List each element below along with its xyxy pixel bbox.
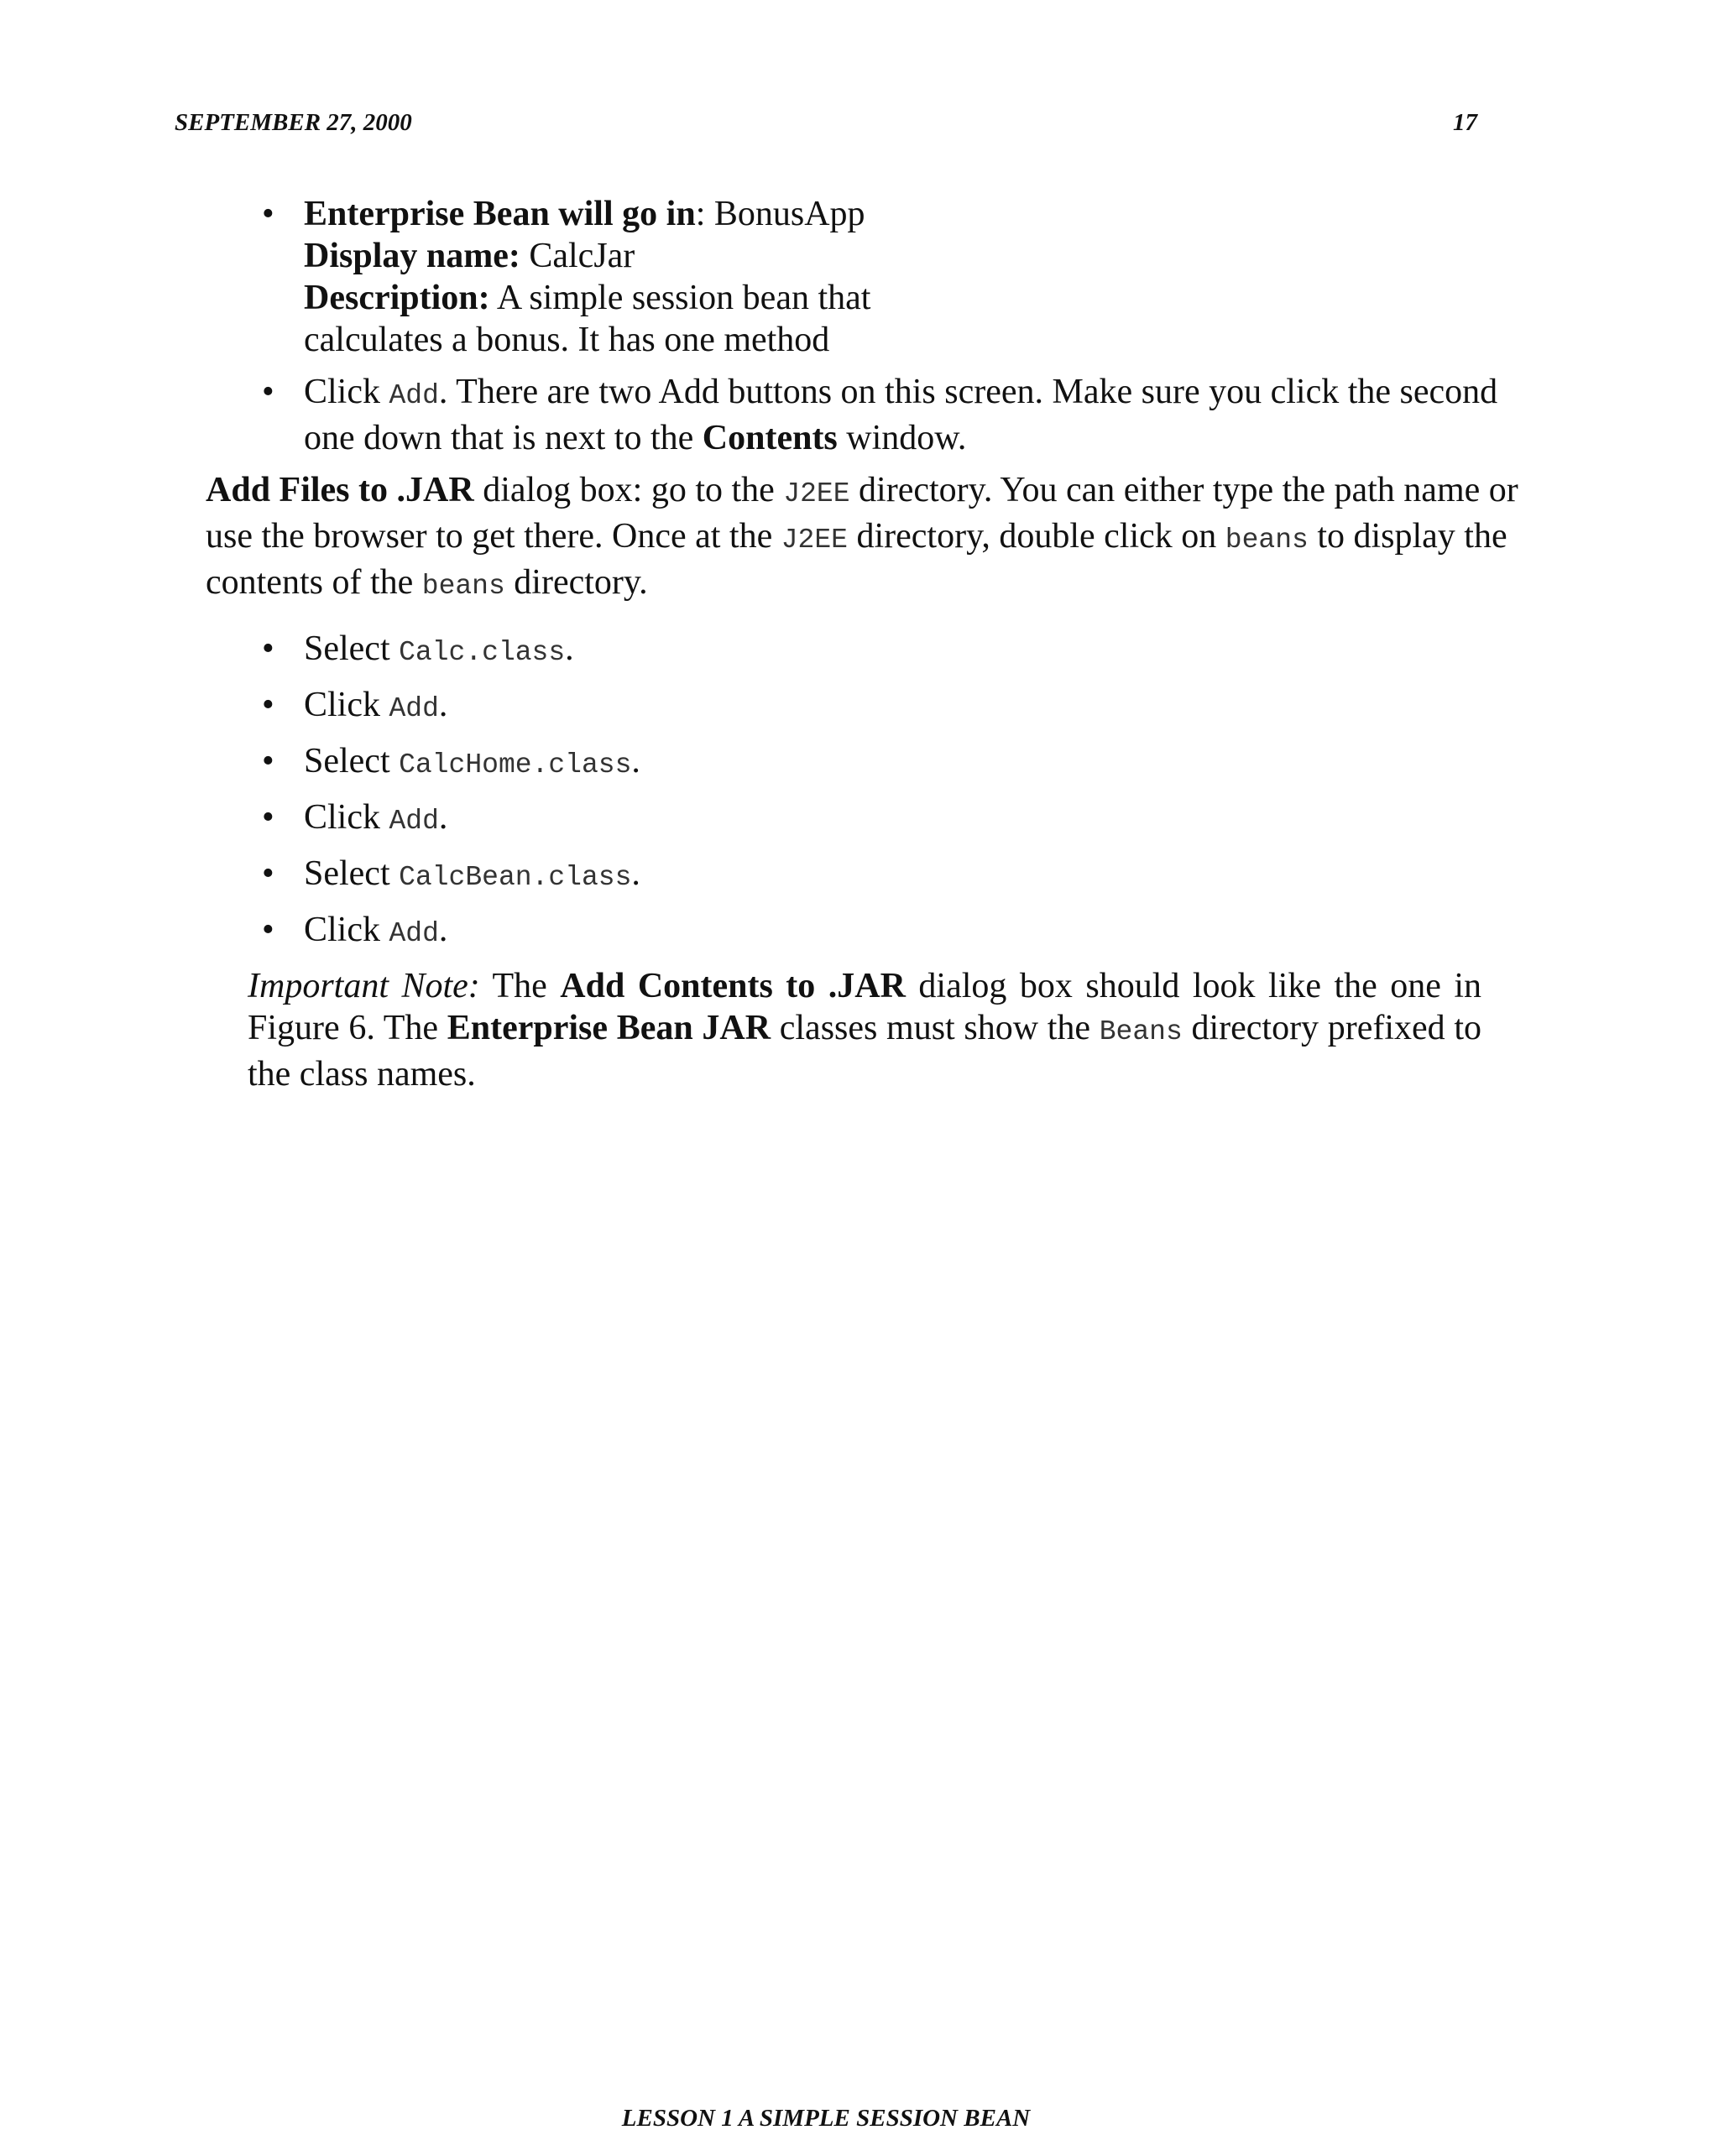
dialog-title-ref: Add Files to .JAR bbox=[206, 471, 474, 509]
step-item bbox=[262, 684, 1540, 730]
header-date: SEPTEMBER 27, 2000 bbox=[175, 109, 412, 136]
dialog-text-3: directory, double click on bbox=[847, 517, 1225, 556]
step-code: Add bbox=[389, 693, 439, 724]
dialog-text-4: to display the contents of the bbox=[206, 517, 1507, 602]
step-item bbox=[262, 909, 1540, 955]
step-end: . bbox=[438, 686, 448, 724]
running-header bbox=[175, 109, 1477, 143]
beans-dir-ref: beans bbox=[421, 571, 505, 602]
dialog-paragraph bbox=[206, 469, 1540, 608]
bullet-icon: • bbox=[262, 373, 274, 411]
description-line1: A simple session bean that bbox=[489, 279, 871, 317]
bullet-icon: • bbox=[262, 798, 274, 837]
step-item bbox=[262, 740, 1540, 786]
contents-ref: Contents bbox=[702, 419, 838, 457]
dialog-text-1: dialog box: go to the bbox=[473, 471, 784, 509]
dialog-text-5: directory. bbox=[504, 563, 648, 602]
step-end: . bbox=[438, 911, 448, 949]
step-end: . bbox=[631, 854, 640, 893]
beans-dir-ref: beans bbox=[1225, 525, 1309, 556]
step-end: . bbox=[438, 798, 448, 837]
step-end: . bbox=[565, 629, 574, 668]
note-text-2: dialog box should look like the one in Figure 6. The bbox=[248, 967, 1482, 1047]
step-verb: Select bbox=[304, 854, 400, 893]
running-footer: LESSON 1 A SIMPLE SESSION BEAN bbox=[621, 2105, 1031, 2132]
step-code: Add bbox=[389, 806, 439, 837]
steps-list bbox=[206, 628, 1540, 955]
step-verb: Select bbox=[304, 629, 400, 668]
j2ee-dir-ref: J2EE bbox=[781, 525, 848, 556]
bullet-icon: • bbox=[262, 629, 274, 668]
step-end: . bbox=[631, 742, 640, 780]
add-contents-dialog-ref: Add Contents to .JAR bbox=[560, 967, 906, 1005]
step-verb: Click bbox=[304, 686, 389, 724]
bullet-icon: • bbox=[262, 742, 274, 780]
step-verb: Click bbox=[304, 798, 389, 837]
step-item bbox=[262, 853, 1540, 899]
step-code: Calc.class bbox=[399, 637, 566, 668]
bean-info-item bbox=[262, 193, 1540, 361]
note-text-3: classes must show the bbox=[771, 1009, 1100, 1047]
click-add-prefix: Click bbox=[304, 373, 389, 411]
step-item bbox=[262, 796, 1540, 843]
step-item bbox=[262, 628, 1540, 674]
click-add-item bbox=[262, 371, 1538, 459]
step-verb: Select bbox=[304, 742, 400, 780]
page-number: 17 bbox=[1453, 109, 1477, 136]
bean-goes-in-value: : BonusApp bbox=[695, 195, 865, 233]
dialog-text-2: directory. You can either type the path name or use the browser to get there. Once at the bbox=[206, 471, 1518, 556]
step-code: CalcBean.class bbox=[399, 862, 632, 893]
bean-info-list bbox=[206, 193, 1540, 459]
click-add-suffix: window. bbox=[837, 419, 967, 457]
beans-dir-ref: Beans bbox=[1099, 1016, 1183, 1047]
note-text-1: The bbox=[479, 967, 561, 1005]
bullet-icon: • bbox=[262, 911, 274, 949]
display-name-value: CalcJar bbox=[520, 237, 635, 275]
bullet-icon: • bbox=[262, 195, 274, 233]
important-note bbox=[206, 965, 1481, 1095]
bean-goes-in-label: Enterprise Bean will go in bbox=[304, 195, 696, 233]
click-add-text: . There are two Add buttons on this screen. Make sure you click the second one down that is next to the bbox=[304, 373, 1498, 457]
description-label: Description: bbox=[304, 279, 490, 317]
bullet-icon: • bbox=[262, 686, 274, 724]
j2ee-dir-ref: J2EE bbox=[783, 478, 850, 509]
step-code: Add bbox=[389, 918, 439, 949]
display-name-label: Display name: bbox=[304, 237, 520, 275]
bullet-icon: • bbox=[262, 854, 274, 893]
step-code: CalcHome.class bbox=[399, 749, 632, 780]
step-verb: Click bbox=[304, 911, 389, 949]
note-text-4: directory prefixed to the class names. bbox=[248, 1009, 1481, 1094]
note-label: Important Note: bbox=[248, 967, 480, 1005]
page-content bbox=[206, 193, 1540, 1095]
add-button-ref: Add bbox=[389, 380, 439, 411]
enterprise-bean-jar-ref: Enterprise Bean JAR bbox=[447, 1009, 771, 1047]
description-line2: calculates a bonus. It has one method bbox=[304, 321, 830, 359]
